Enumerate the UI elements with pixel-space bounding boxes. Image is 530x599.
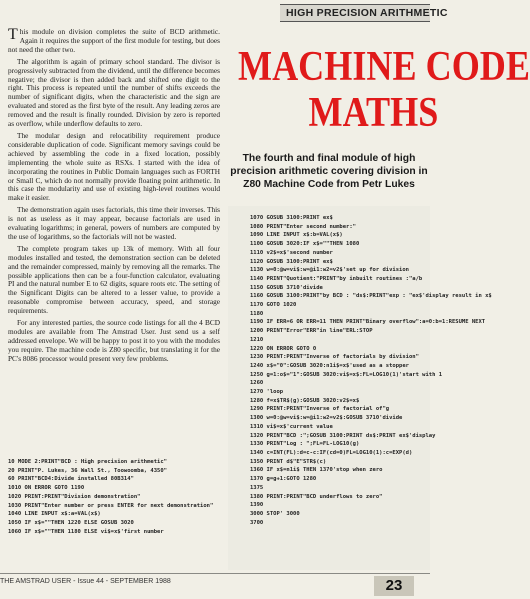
code-line: 1060 IF x$=""THEN 1180 ELSE vi$=x$'first number [8, 528, 164, 535]
code-line: 1180 [250, 310, 264, 317]
code-line: 1360 IF x$=n1i$ THEN 1370'stop when zero [250, 467, 383, 474]
code-line: 1330 PRINT"Log : ";FL=FL-LOG10(g) [250, 441, 360, 448]
code-line: 1150 GOSUB 3710'divide [250, 284, 323, 291]
code-line: 1370 g=g+1:GOTO 1280 [250, 476, 317, 483]
code-line: 1130 w=0:@w=vi$:w=@i1:w2=v2$'set up for division [250, 267, 409, 274]
code-line: 1240 x$="0":GOSUB 3020:n1i$=x$'used as a stopper [250, 362, 409, 369]
code-line: 1090 LINE INPUT x$:b=VAL(x$) [250, 232, 343, 239]
code-line: 1210 [250, 336, 264, 343]
code-line: 1250 g=1:o$="1":GOSUB 3020:vi$=x$:FL=LOG10(1)'start with 1 [250, 371, 443, 378]
code-line: 3000 STOP' 3000 [250, 510, 300, 517]
code-line: 1100 GOSUB 3020:IF x$=""THEN 1080 [250, 241, 360, 248]
code-line: 1200 PRINT"Error"ERR"in line"ERL:STOP [250, 328, 373, 335]
article-paragraph: The modular design and relocatibility requirement produce considerable duplication of code. Significant memory savings could be achieved by assembling the code in a fixed location, possibly implementing the whole suite as RSXs. I started with the idea of incorporating the routines in Public Domain languages such as FORTH or Small C, which do not normally provide floating point arithmetic. In this case the modularity and use of existing high-level routines would make it easier. [8, 130, 220, 203]
article-paragraph: The algorithm is again of primary school standard. The divisor is progressively subtracted from the dividend, until the difference becomes negative; the divisor is then added back and shifted one digit to the right. This process is repeated until the number of shifts exceeds the number of significant digits, when the characteristic and the sign are evaluated and stored as the first byte of the result. Any leading zeros are removed and the result is finally rounded. Division by zero is reported as overflow, while underflow defaults to zero. [8, 56, 220, 129]
article-paragraph: The complete program takes up 13k of memory. With all four modules installed and tested, the demonstration section can be deleted and the remainder compressed, mainly by removing all the remarks. The possible applications then can be a four-function calculator, evaluating PI and the natural number E to 62 digits, square roots etc. The setting of the Significant Digits can be altered to a lesser value, to provide a reasonable compromise between accuracy, speed, and storage requirements. [8, 243, 220, 316]
code-line: 20 PRINT"P. Lukes, 36 Wall St., Toowoomba, 4350" [8, 467, 167, 474]
footer-issue-text: THE AMSTRAD USER - Issue 44 - SEPTEMBER 1988 [0, 578, 171, 585]
article-paragraph: The demonstration again uses factorials, this time their inverses. This is not as useless as it may appear, because factorials are used in evaluating logarithms; in general, powers of numbers are computed by the use of logarithms, so the factorials will not be wasted. [8, 205, 220, 241]
code-line: 1270 'loop [250, 389, 284, 396]
code-line: 1375 [250, 484, 264, 491]
page-number: 23 [385, 577, 403, 594]
article-title [238, 44, 530, 136]
code-line: 1260 [250, 380, 264, 387]
article-paragraph: For any interested parties, the source code listings for all the 4 BCD modules are available from The Amstrad User. Just send us a self addressed envelope. We will be happy to post it to you with the modules you require. The machine code is Z80 specific, but translating it for the PC's 8086 processor would present very few problems. [8, 318, 220, 363]
code-line: 1050 IF x$=""THEN 1220 ELSE GOSUB 3020 [8, 519, 134, 526]
code-line: 1230 PRINT:PRINT"Inverse of factorials by division" [250, 354, 419, 361]
code-line: 1190 IF ERR=6 OR ERR=11 THEN PRINT"Binary overflow":a=0:b=1:RESUME NEXT [250, 319, 486, 326]
section-header-bar [280, 4, 448, 22]
code-line: 1020 PRINT:PRINT"Division demonstration" [8, 493, 141, 500]
article-body [8, 28, 220, 448]
page-number-box [374, 576, 414, 596]
code-listing-left-text [8, 458, 220, 536]
code-line: 1220 ON ERROR GOTO 0 [250, 345, 317, 352]
code-line: 10 MODE 2:PRINT"BCD : High precision arithmetic" [8, 459, 167, 465]
code-listing-left [8, 458, 220, 578]
code-line: 1170 GOTO 1020 [250, 302, 297, 309]
code-line: 1160 GOSUB 3100:PRINT"by BCD : "ds$:PRINT"exp : "ex$'display result in x$ [250, 293, 492, 300]
section-header-title: HIGH PRECISION ARITHMETIC [286, 7, 448, 19]
code-line: 1290 PRINT:PRINT"Inverse of factorial of"g [250, 406, 390, 413]
code-line: 1300 w=0:@w=vi$:w=@i1:w2=v2$:GOSUB 3710'divide [250, 415, 403, 422]
code-listing-right-text [250, 214, 492, 527]
code-listing-right [228, 206, 492, 570]
code-line: 1040 LINE INPUT x$:a=VAL(x$) [8, 511, 101, 518]
article-standfirst: The fourth and final module of high precision arithmetic covering division in Z80 Machine Code from Petr Lukes [230, 153, 428, 190]
footer-rule [0, 573, 430, 574]
code-line: 1310 vi$=x$'current value [250, 423, 333, 430]
code-line: 1390 [250, 502, 264, 509]
code-line: 1110 v2$=x$'second number [250, 249, 333, 256]
code-line: 1350 PRINT d$"E"STR$(c) [250, 458, 327, 465]
code-line: 1070 GOSUB 3100:PRINT ex$ [250, 215, 333, 221]
code-line: 1010 ON ERROR GOTO 1190 [8, 485, 85, 492]
drop-cap: T [8, 26, 18, 43]
article-title-line1: MACHINE CODE [238, 44, 530, 90]
code-line: 1080 PRINT"Enter second number:" [250, 223, 356, 230]
code-line: 1120 GOSUB 3100:PRINT ex$ [250, 258, 333, 265]
code-line: 1380 PRINT:PRINT"BCD underflows to zero" [250, 493, 383, 500]
code-line: 60 PRINT"BCD4:Divide installed 80B314" [8, 476, 134, 483]
code-line: 1280 f=x$TR$(g):GOSUB 3020:v2$=x$ [250, 397, 360, 404]
article-paragraph: This module on division completes the suite of BCD arithmetic. Again it requires the support of the first module for testing, but does not need the other two. [8, 26, 220, 54]
article-title-line2: MATHS [308, 90, 439, 136]
code-line: 1030 PRINT"Enter number or press ENTER for next demonstration" [8, 502, 214, 509]
code-line: 1140 PRINT"Quotient:"PRINT"by inbuilt routines :"a/b [250, 275, 423, 282]
code-line: 1320 PRINT"BCD :";GOSUB 3100:PRINT ds$:PRINT ex$'display [250, 432, 436, 439]
code-line: 3700 [250, 519, 264, 526]
code-line: 1340 c=INT(FL):d=c-c:IF(cd=0)FL=LOG10(1):c=EXP(d) [250, 449, 413, 456]
